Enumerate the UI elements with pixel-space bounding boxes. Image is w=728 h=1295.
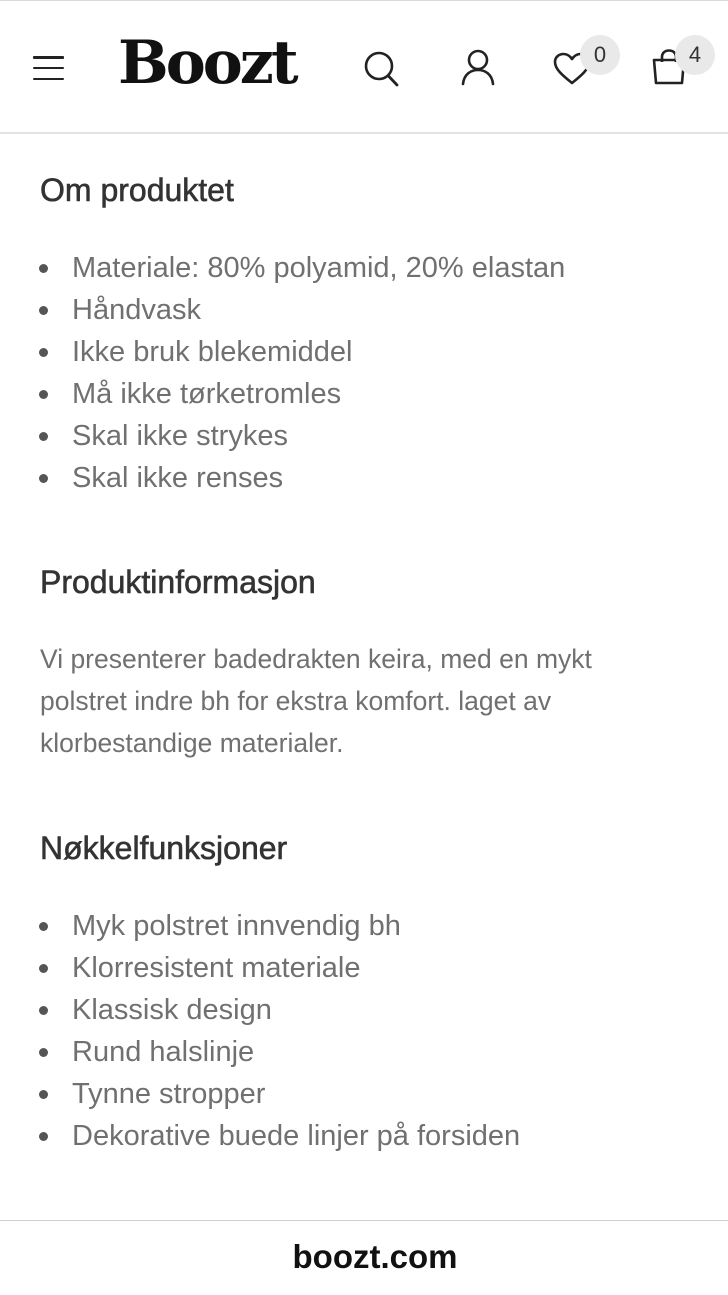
list-item: Ikke bruk blekemiddel [40,331,565,373]
list-item: Klorresistent materiale [40,947,520,989]
description-line: polstret indre bh for ekstra komfort. laget av [40,686,552,716]
care-list [40,247,565,499]
list-item: Rund halslinje [40,1031,520,1073]
section-title-info: Produktinformasjon [40,564,316,600]
user-icon[interactable] [459,47,497,87]
site-header [0,0,728,134]
list-item: Klassisk design [40,989,520,1031]
product-description [40,638,680,764]
features-list [40,905,520,1157]
url-text[interactable]: boozt.com [292,1238,458,1275]
hamburger-menu-icon[interactable] [33,56,64,80]
list-item: Må ikke tørketromles [40,373,565,415]
browser-address-bar[interactable] [0,1220,728,1295]
search-icon[interactable] [362,49,400,89]
list-item: Myk polstret innvendig bh [40,905,520,947]
description-line: Vi presenterer badedrakten keira, med en mykt [40,644,592,674]
description-line: klorbestandige materialer. [40,728,344,758]
list-item: Skal ikke strykes [40,415,565,457]
section-title-about: Om produktet [40,172,234,208]
list-item: Håndvask [40,289,565,331]
list-item: Materiale: 80% polyamid, 20% elastan [40,247,565,289]
list-item: Skal ikke renses [40,457,565,499]
boozt-logo[interactable]: Boozt [118,28,296,98]
list-item: Dekorative buede linjer på forsiden [40,1115,520,1157]
list-item: Tynne stropper [40,1073,520,1115]
section-title-features: Nøkkelfunksjoner [40,830,288,866]
cart-count-badge: 4 [675,35,715,75]
wishlist-count-badge: 0 [580,35,620,75]
